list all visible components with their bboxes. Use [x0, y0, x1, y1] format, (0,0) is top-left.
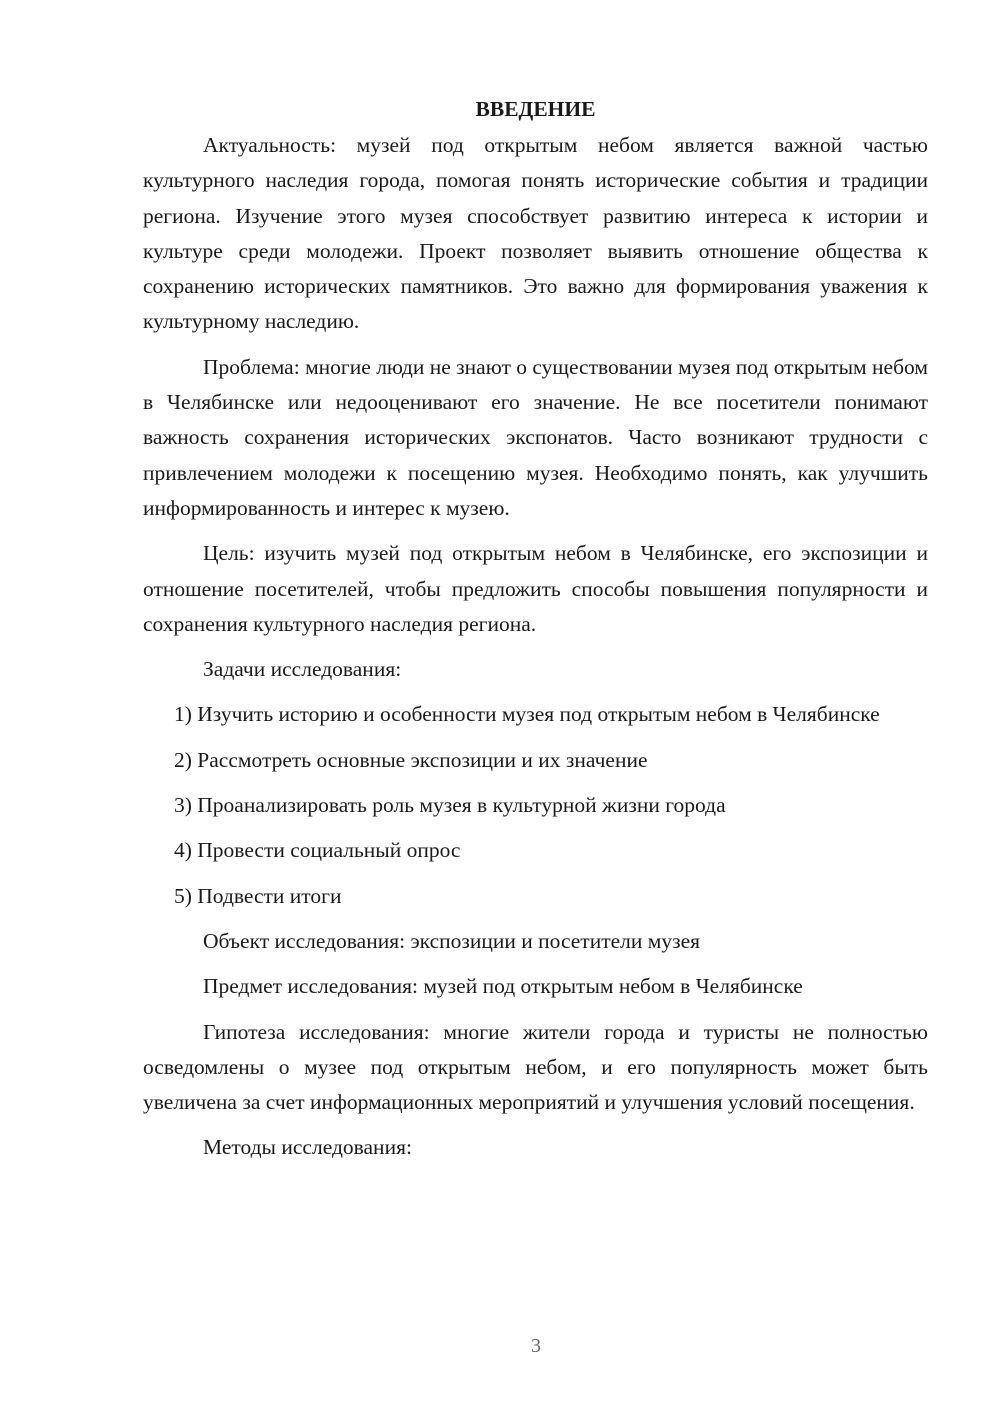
hypothesis-paragraph: Гипотеза исследования: многие жители города и туристы не полностью осведомлены о музее под открытым небом, и его популярность может быть увеличена за счет информационных мероприятий и улучшения условий посещения.: [143, 1019, 928, 1115]
task-item-2: 2) Рассмотреть основные экспозиции и их значение: [174, 747, 648, 772]
relevance-paragraph: Актуальность: музей под открытым небом является важной частью культурного наследия города, помогая понять исторические события и традиции региона. Изучение этого музея способствует развитию интереса к истории и культуре среди молодежи. Проект позволяет выявить отношение общества к сохранению исторических памятников. Это важно для формирования уважения к культурному наследию.: [143, 133, 928, 334]
goal-paragraph: Цель: изучить музей под открытым небом в Челябинске, его экспозиции и отношение посетителей, чтобы предложить способы повышения популярности и сохранения культурного наследия региона.: [143, 541, 928, 636]
document-page: [143, 92, 928, 1176]
task-item-3: 3) Проанализировать роль музея в культурной жизни города: [174, 793, 726, 818]
task-item-4: 4) Провести социальный опрос: [174, 838, 461, 863]
subject-line: Предмет исследования: музей под открытым небом в Челябинске: [203, 974, 803, 999]
problem-paragraph: Проблема: многие люди не знают о существовании музея под открытым небом в Челябинске или недооценивают его значение. Не все посетители понимают важность сохранения исторических экспонатов. Часто возникают трудности с привлечением молодежи к посещению музея. Необходимо понять, как улучшить информированность и интерес к музею.: [143, 354, 928, 520]
page-number: 3: [531, 1335, 541, 1357]
section-title: ВВЕДЕНИЕ: [475, 97, 596, 121]
task-item-5: 5) Подвести итоги: [174, 883, 342, 908]
methods-heading: Методы исследования:: [203, 1135, 412, 1160]
object-line: Объект исследования: экспозиции и посетители музея: [203, 928, 701, 953]
task-item-1: 1) Изучить историю и особенности музея под открытым небом в Челябинске: [174, 702, 880, 727]
tasks-heading: Задачи исследования:: [203, 657, 402, 682]
